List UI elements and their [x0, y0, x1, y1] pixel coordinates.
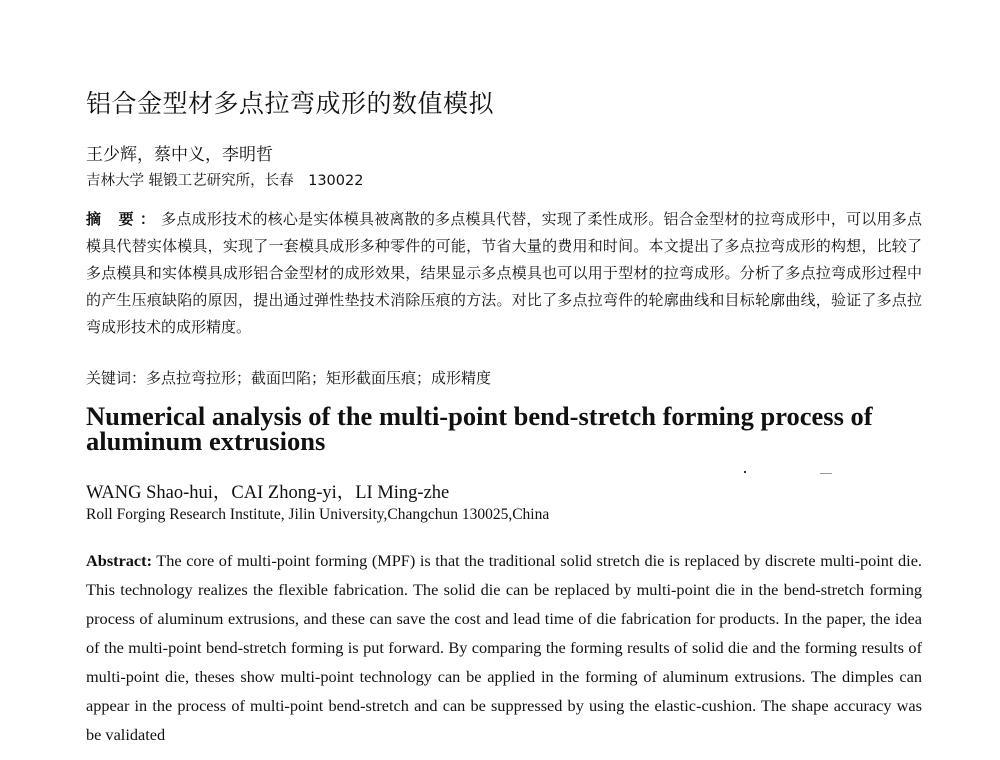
- english-title: Numerical analysis of the multi-point bend-stretch forming process of aluminum extrusions: [86, 401, 873, 456]
- english-abstract: [86, 546, 922, 749]
- english-affiliation: Roll Forging Research Institute, Jilin University,Changchun 130025,China: [86, 506, 550, 523]
- chinese-keywords-text: 多点拉弯拉形；截面凹陷；矩形截面压痕；成形精度: [146, 369, 492, 387]
- chinese-affiliation: 吉林大学 辊锻工艺研究所，长春 130022: [86, 173, 364, 189]
- english-abstract-label: Abstract:: [86, 551, 153, 570]
- chinese-title: 铝合金型材多点拉弯成形的数值模拟: [86, 89, 495, 118]
- chinese-authors: 王少辉，蔡中义，李明哲: [86, 145, 273, 165]
- chinese-keywords-label: 关键词：: [86, 369, 147, 387]
- chinese-abstract-text: 多点成形技术的核心是实体模具被离散的多点模具代替，实现了柔性成形。铝合金型材的拉弯成形中，可以用多点模具代替实体模具，实现了一套模具成形多种零件的可能，节省大量的费用和时间。本文提出了多点拉弯成形的构想，比较了多点模具和实体模具成形铝合金型材的成形效果，结果显示多点模具也可以用于型材的拉弯成形。分析了多点拉弯成形过程中的产生压痕缺陷的原因，提出通过弹性垫技术消除压痕的方法。对比了多点拉弯件的轮廓曲线和目标轮廓曲线，验证了多点拉弯成形技术的成形精度。: [86, 210, 922, 336]
- chinese-abstract: [86, 206, 922, 341]
- english-authors: WANG Shao-hui，CAI Zhong-yi，LI Ming-zhe: [86, 483, 450, 503]
- chinese-keywords: [86, 367, 491, 388]
- english-abstract-text: The core of multi-point forming (MPF) is that the traditional solid stretch die is replaced by discrete multi-point die. This technology realizes the flexible fabrication. The solid die can be replaced by multi-point die in the bend-stretch forming process of aluminum extrusions, and these can save the cost and lead time of die fabrication for products. In the paper, the idea of the multi-point bend-stretch forming is put forward. By comparing the forming results of solid die and the forming results of multi-point die, theses show multi-point technology can be applied in the forming of aluminum extrusions. The dimples can appear in the process of multi-point bend-stretch and can be suppressed by using the elastic-cushion. The shape accuracy was be validated: [86, 551, 922, 744]
- scan-speck: [744, 471, 746, 473]
- chinese-abstract-label: 摘 要：: [86, 210, 162, 228]
- scan-mark: [820, 473, 832, 474]
